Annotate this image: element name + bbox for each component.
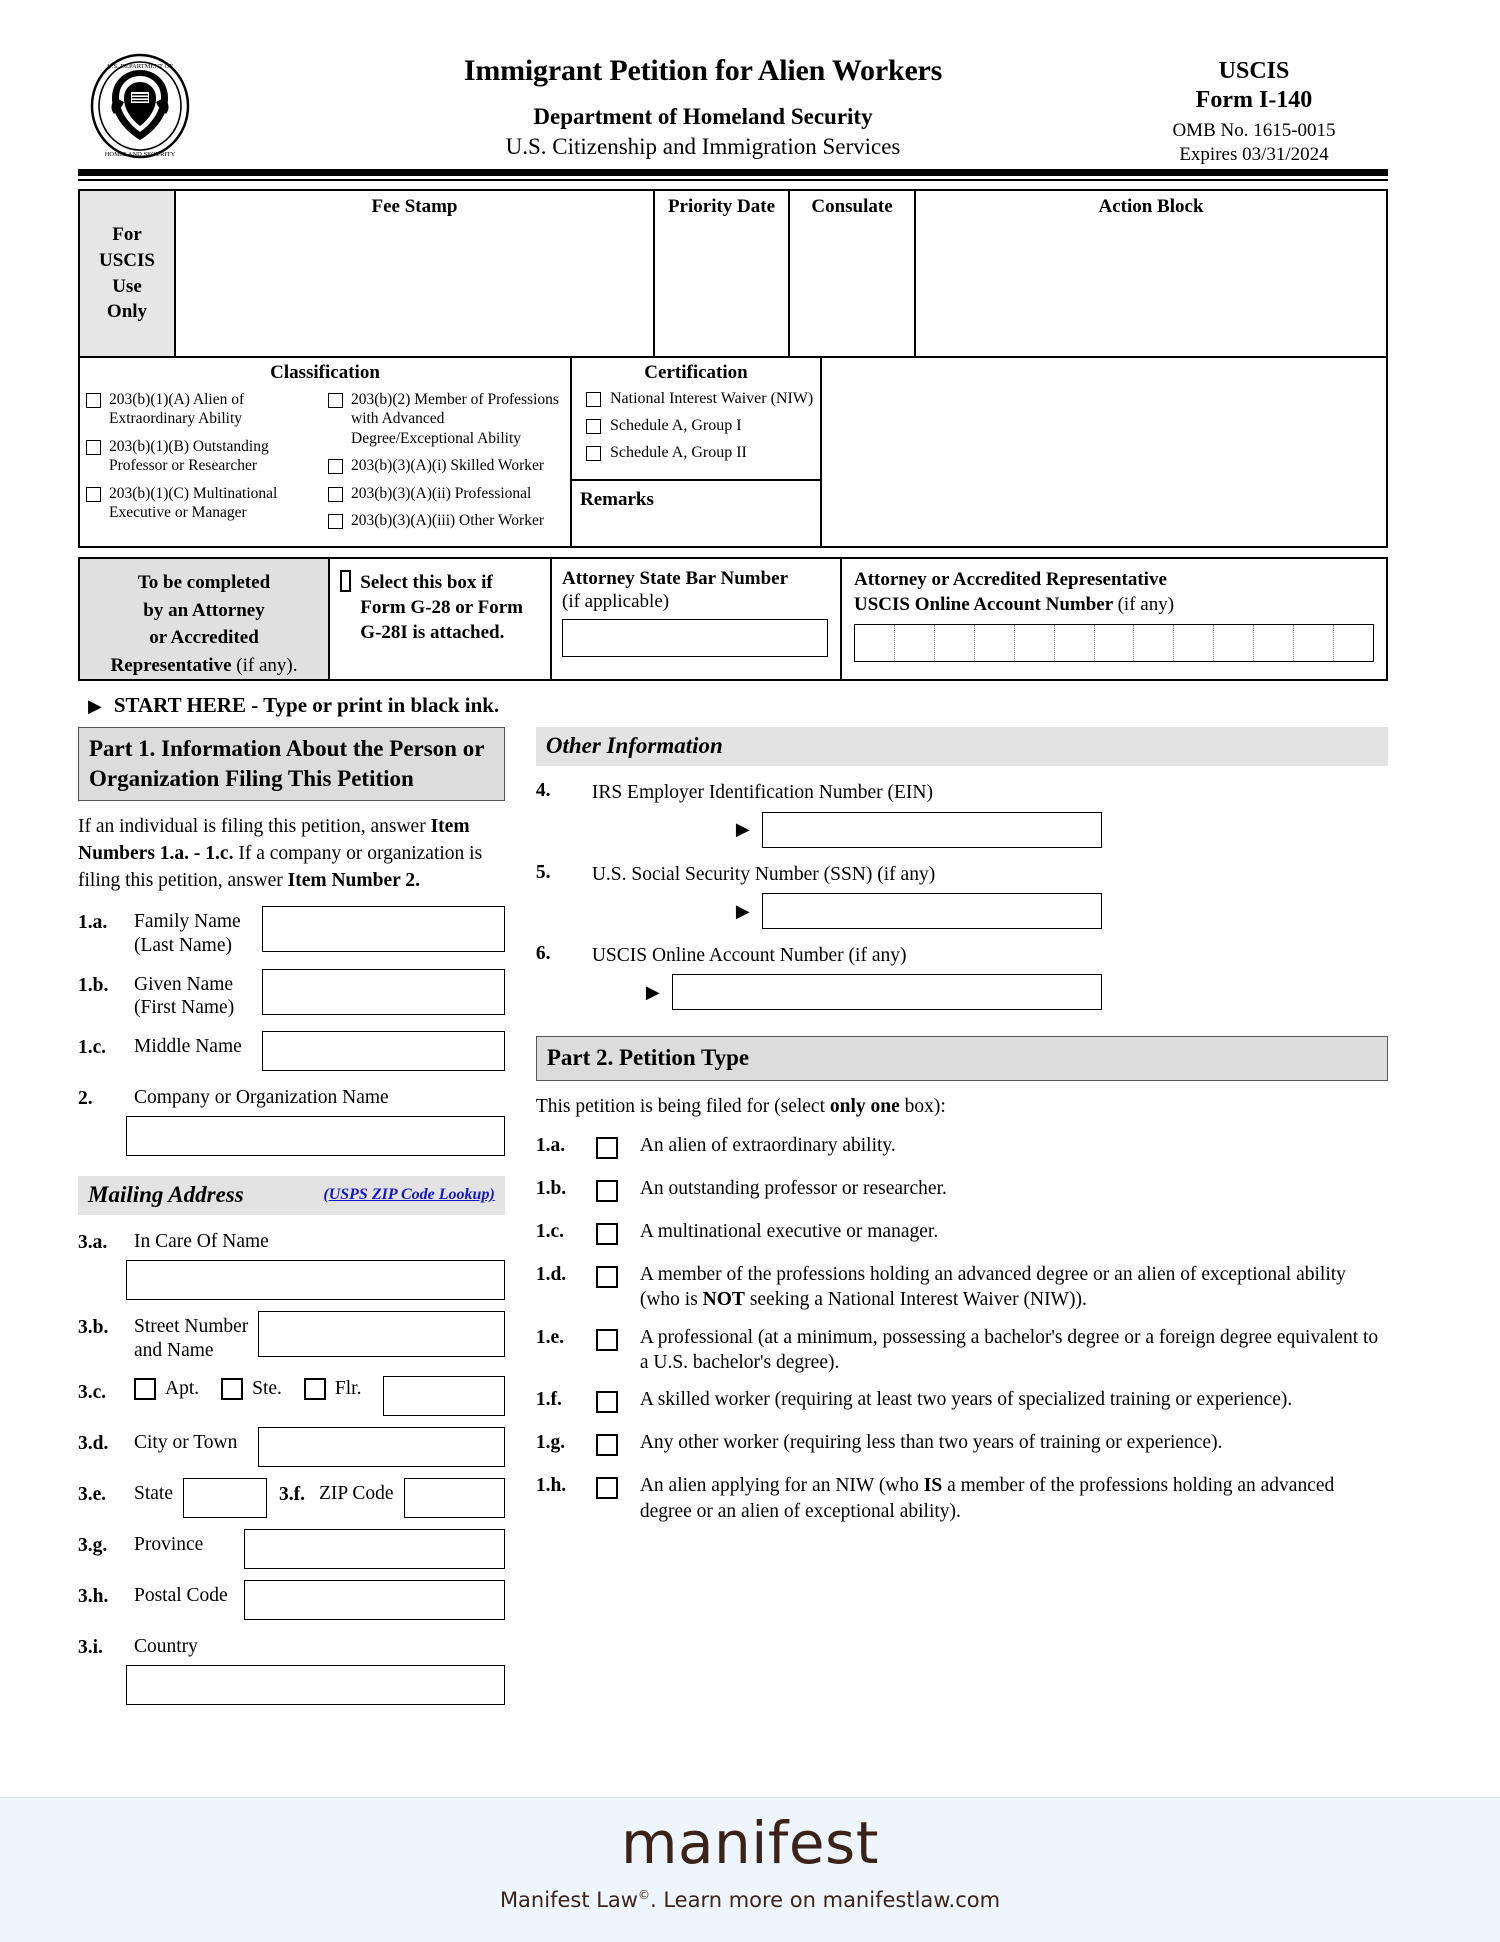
form-number: Form I-140 bbox=[1195, 87, 1313, 113]
checkbox-icon[interactable] bbox=[221, 1378, 243, 1400]
checkbox-icon[interactable] bbox=[134, 1378, 156, 1400]
petition-type-option[interactable] bbox=[536, 1176, 1388, 1207]
given-name-input[interactable] bbox=[262, 969, 505, 1015]
classification-section bbox=[80, 358, 572, 546]
in-care-of-input[interactable] bbox=[126, 1260, 505, 1300]
checkbox-icon[interactable] bbox=[328, 393, 343, 408]
triangle-right-icon: ▶ bbox=[735, 900, 750, 921]
petition-type-label: A skilled worker (requiring at least two years of specialized training or experience). bbox=[639, 1389, 1293, 1411]
checkbox-icon[interactable] bbox=[596, 1266, 618, 1288]
priority-date-label: Priority Date bbox=[667, 196, 776, 217]
attorney-online-account-note: (if any) bbox=[1117, 593, 1175, 615]
postal-code-label: Postal Code bbox=[134, 1584, 228, 1606]
province-input[interactable] bbox=[244, 1529, 505, 1569]
item-number: 3.i. bbox=[78, 1636, 103, 1658]
manifest-logo: manifest bbox=[621, 1809, 879, 1877]
part2-instructions bbox=[536, 1094, 1388, 1121]
attorney-section bbox=[78, 557, 1388, 681]
checkbox-icon[interactable] bbox=[86, 393, 101, 408]
usps-zip-lookup-link[interactable]: (USPS ZIP Code Lookup) bbox=[323, 1186, 495, 1204]
apt-option[interactable] bbox=[134, 1378, 199, 1400]
certification-section bbox=[572, 358, 822, 546]
classification-option[interactable] bbox=[328, 511, 570, 530]
certification-option-label: Schedule A, Group I bbox=[610, 417, 742, 434]
company-name-input[interactable] bbox=[126, 1116, 505, 1156]
classification-option[interactable] bbox=[328, 390, 570, 448]
checkbox-icon[interactable] bbox=[86, 440, 101, 455]
certification-option[interactable] bbox=[586, 417, 820, 435]
ste-label: Ste. bbox=[252, 1377, 282, 1399]
classification-option[interactable] bbox=[86, 390, 328, 429]
classification-option-label: 203(b)(1)(B) Outstanding Professor or Researcher bbox=[109, 437, 269, 475]
province-label: Province bbox=[134, 1533, 204, 1555]
form-sheet bbox=[78, 30, 1388, 1705]
classification-right-column bbox=[328, 390, 570, 538]
action-block-body[interactable] bbox=[822, 358, 1386, 546]
city-input[interactable] bbox=[258, 1427, 505, 1467]
state-select[interactable] bbox=[183, 1478, 267, 1518]
petition-type-option[interactable] bbox=[536, 1387, 1388, 1418]
header-rule-thin bbox=[78, 179, 1388, 181]
item-number: 6. bbox=[535, 943, 551, 965]
petition-type-label: A professional (at a minimum, possessing a bachelor's degree or a foreign degree equivalent to a U.S. bachelor's degree). bbox=[639, 1326, 1379, 1373]
checkbox-icon[interactable] bbox=[86, 487, 101, 502]
part1-intro-a: If an individual is filing this petition, answer bbox=[78, 816, 431, 838]
street-input[interactable] bbox=[258, 1311, 505, 1357]
petition-type-option[interactable] bbox=[536, 1325, 1388, 1376]
uscis-label: USCIS bbox=[99, 249, 155, 271]
header-titles bbox=[278, 54, 1128, 160]
for-label: For bbox=[112, 224, 142, 246]
form-identifier bbox=[1124, 58, 1384, 166]
certification-option[interactable] bbox=[586, 390, 820, 408]
other-information-title: Other Information bbox=[545, 733, 723, 759]
agency-service: U.S. Citizenship and Immigration Services bbox=[505, 134, 901, 159]
given-name-row bbox=[78, 969, 505, 1021]
uscis-account-input[interactable] bbox=[672, 974, 1102, 1010]
item-number: 1.a. bbox=[535, 1134, 566, 1156]
ein-input[interactable] bbox=[762, 812, 1102, 848]
petition-type-option[interactable] bbox=[536, 1219, 1388, 1250]
postal-code-input[interactable] bbox=[244, 1580, 505, 1620]
company-name-label: Company or Organization Name bbox=[134, 1087, 389, 1109]
province-row bbox=[78, 1529, 505, 1569]
city-label: City or Town bbox=[134, 1431, 238, 1453]
svg-text:HOMELAND SECURITY: HOMELAND SECURITY bbox=[104, 151, 176, 158]
attorney-bar-number-input[interactable] bbox=[562, 619, 828, 657]
petition-type-option[interactable] bbox=[536, 1133, 1388, 1164]
right-column bbox=[536, 727, 1388, 1704]
start-here-text: START HERE - Type or print in black ink. bbox=[113, 693, 500, 718]
item-number: 1.h. bbox=[535, 1475, 567, 1497]
footer-tagline: Manifest Law©. Learn more on manifestlaw.com bbox=[499, 1888, 1001, 1912]
certification-option[interactable] bbox=[586, 444, 820, 462]
left-column bbox=[78, 727, 505, 1704]
page-title: Immigrant Petition for Alien Workers bbox=[463, 54, 943, 87]
ein-label: IRS Employer Identification Number (EIN) bbox=[591, 782, 933, 804]
attorney-label-suffix: (if any). bbox=[236, 654, 298, 676]
manifest-footer bbox=[0, 1797, 1500, 1942]
checkbox-icon[interactable] bbox=[596, 1477, 618, 1499]
attorney-bar-number-field bbox=[552, 559, 842, 679]
attorney-label-line3: or Accredited bbox=[149, 627, 259, 649]
attorney-online-account-label-1: Attorney or Accredited Representative bbox=[854, 569, 1167, 591]
checkbox-icon[interactable] bbox=[328, 459, 343, 474]
in-care-of-row bbox=[78, 1226, 505, 1254]
family-name-input[interactable] bbox=[262, 906, 505, 952]
classification-option-label: 203(b)(3)(A)(iii) Other Worker bbox=[351, 511, 545, 529]
given-name-label: Given Name (First Name) bbox=[134, 973, 235, 1019]
part2-intro-c: box): bbox=[899, 1095, 946, 1117]
attorney-online-account-input[interactable] bbox=[854, 624, 1374, 662]
checkbox-icon[interactable] bbox=[596, 1180, 618, 1202]
ssn-input-row bbox=[536, 893, 1388, 929]
triangle-right-icon: ▶ bbox=[645, 981, 660, 1002]
classification-option-label: 203(b)(1)(C) Multinational Executive or Manager bbox=[109, 484, 278, 521]
uscis-account-row bbox=[536, 943, 1388, 968]
g28-attached-option[interactable] bbox=[330, 559, 552, 679]
petition-type-label: An outstanding professor or researcher. bbox=[639, 1177, 947, 1199]
zip-label: ZIP Code bbox=[319, 1482, 394, 1504]
classification-option-label: 203(b)(3)(A)(ii) Professional bbox=[351, 484, 532, 502]
item-number: 5. bbox=[535, 861, 551, 883]
city-row bbox=[78, 1427, 505, 1467]
petition-type-label: A multinational executive or manager. bbox=[639, 1220, 939, 1242]
certification-title: Certification bbox=[644, 362, 748, 383]
triangle-right-icon: ▶ bbox=[735, 819, 750, 840]
for-uscis-use-only-label bbox=[80, 191, 176, 356]
svg-text:U.S. DEPARTMENT OF: U.S. DEPARTMENT OF bbox=[107, 63, 173, 70]
g28-attached-label: Select this box if Form G-28 or Form G-28I is attached. bbox=[360, 572, 523, 644]
petition-type-label: Any other worker (requiring less than two years of training or experience). bbox=[639, 1432, 1223, 1454]
unit-row bbox=[78, 1374, 505, 1416]
attorney-completed-by-label bbox=[80, 559, 330, 679]
classification-left-column bbox=[86, 390, 328, 538]
uscis-use-only-table bbox=[78, 189, 1388, 548]
part1-intro-b: Item Numbers 1.a. - 1.c. bbox=[78, 816, 470, 865]
uscis-account-label: USCIS Online Account Number (if any) bbox=[591, 945, 907, 967]
action-block-cell[interactable] bbox=[916, 191, 1386, 356]
omb-expiry: Expires 03/31/2024 bbox=[1179, 144, 1329, 165]
item-number: 1.b. bbox=[78, 974, 109, 996]
petition-type-label: An alien applying for an NIW (who IS a member of the professions holding an advanced degree or an alien of exceptional ability). bbox=[639, 1475, 1335, 1522]
checkbox-icon[interactable] bbox=[586, 419, 601, 434]
mailing-address-title: Mailing Address bbox=[88, 1182, 244, 1208]
middle-name-label: Middle Name bbox=[134, 1036, 242, 1058]
item-number: 1.e. bbox=[535, 1326, 564, 1348]
form-header bbox=[78, 30, 1388, 165]
item-number: 3.h. bbox=[78, 1585, 109, 1607]
checkbox-icon[interactable] bbox=[596, 1223, 618, 1245]
item-number: 1.d. bbox=[535, 1263, 567, 1285]
item-number: 3.d. bbox=[78, 1432, 109, 1454]
item-number: 3.f. bbox=[279, 1483, 305, 1505]
part1-instructions bbox=[78, 814, 505, 895]
part1-intro-d: Item Number 2. bbox=[287, 870, 420, 892]
ssn-row bbox=[536, 862, 1388, 887]
item-number: 1.c. bbox=[78, 1037, 107, 1059]
middle-name-row bbox=[78, 1031, 505, 1071]
fee-stamp-label: Fee Stamp bbox=[371, 196, 458, 217]
consulate-label: Consulate bbox=[811, 196, 893, 217]
item-number: 3.b. bbox=[78, 1317, 109, 1339]
dhs-seal-icon bbox=[86, 52, 194, 160]
checkbox-icon[interactable] bbox=[586, 392, 601, 407]
only-label: Only bbox=[106, 301, 148, 323]
item-number: 3.e. bbox=[78, 1483, 107, 1505]
part2-intro-b: only one bbox=[829, 1095, 900, 1117]
header-rule-thick bbox=[78, 169, 1388, 176]
classification-option[interactable] bbox=[328, 456, 570, 475]
state-zip-row bbox=[78, 1478, 505, 1518]
checkbox-icon[interactable] bbox=[596, 1391, 618, 1413]
zip-input[interactable] bbox=[404, 1478, 505, 1518]
other-information-header bbox=[536, 727, 1388, 766]
ssn-input[interactable] bbox=[762, 893, 1102, 929]
petition-type-label: An alien of extraordinary ability. bbox=[639, 1134, 896, 1156]
country-label: Country bbox=[134, 1635, 198, 1657]
part2-intro-a: This petition is being filed for (select bbox=[535, 1095, 830, 1117]
petition-type-option[interactable] bbox=[536, 1473, 1388, 1524]
attorney-online-account-label-2: USCIS Online Account Number bbox=[854, 593, 1113, 615]
petition-type-option[interactable] bbox=[536, 1262, 1388, 1313]
flr-label: Flr. bbox=[334, 1377, 362, 1399]
ste-option[interactable] bbox=[221, 1378, 282, 1400]
unit-number-input[interactable] bbox=[383, 1376, 504, 1416]
item-number: 3.c. bbox=[78, 1381, 107, 1403]
family-name-label: Family Name (Last Name) bbox=[134, 911, 241, 956]
item-number: 4. bbox=[535, 780, 551, 802]
triangle-right-icon: ▶ bbox=[88, 696, 102, 717]
country-row bbox=[78, 1631, 505, 1659]
classification-title: Classification bbox=[270, 362, 380, 383]
apt-label: Apt. bbox=[165, 1377, 200, 1399]
classification-option-label: 203(b)(2) Member of Professions with Advanced Degree/Exceptional Ability bbox=[351, 391, 559, 447]
attorney-online-account-field bbox=[842, 559, 1386, 679]
remarks-label: Remarks bbox=[580, 489, 654, 510]
certification-option-label: National Interest Waiver (NIW) bbox=[610, 390, 814, 407]
checkbox-icon[interactable] bbox=[304, 1378, 326, 1400]
attorney-bar-number-note: (if applicable) bbox=[562, 591, 670, 613]
state-label: State bbox=[134, 1482, 173, 1504]
fee-stamp-cell[interactable] bbox=[176, 191, 655, 356]
flr-option[interactable] bbox=[304, 1378, 362, 1400]
checkbox-icon[interactable] bbox=[328, 487, 343, 502]
mailing-address-header bbox=[78, 1176, 505, 1215]
item-number: 1.b. bbox=[535, 1177, 567, 1199]
family-name-row bbox=[78, 906, 505, 958]
classification-option-label: 203(b)(1)(A) Alien of Extraordinary Ability bbox=[109, 391, 245, 428]
item-number: 3.a. bbox=[78, 1232, 108, 1254]
use-label: Use bbox=[112, 275, 142, 297]
classification-option[interactable] bbox=[86, 437, 328, 476]
priority-date-cell[interactable] bbox=[655, 191, 790, 356]
checkbox-icon[interactable] bbox=[328, 514, 343, 529]
agency-department: Department of Homeland Security bbox=[533, 104, 873, 129]
classification-option[interactable] bbox=[86, 484, 328, 523]
attorney-label-line1: To be completed bbox=[137, 572, 271, 594]
item-number: 1.f. bbox=[535, 1389, 562, 1411]
item-number: 1.a. bbox=[78, 912, 108, 934]
part1-intro-c: If a company or organization is filing this petition, answer bbox=[78, 843, 483, 892]
action-block-label: Action Block bbox=[1098, 196, 1204, 217]
checkbox-icon[interactable] bbox=[596, 1434, 618, 1456]
checkbox-icon[interactable] bbox=[340, 570, 351, 592]
petition-type-label: A member of the professions holding an advanced degree or an alien of exceptional ability (who is NOT seeking a National Interest Waiver (NIW)). bbox=[639, 1263, 1346, 1311]
checkbox-icon[interactable] bbox=[596, 1137, 618, 1159]
agency-abbrev: USCIS bbox=[1218, 58, 1290, 84]
attorney-bar-number-label: Attorney State Bar Number bbox=[562, 568, 789, 590]
start-here-instruction bbox=[78, 693, 1388, 718]
item-number: 3.g. bbox=[78, 1534, 108, 1556]
item-number: 1.c. bbox=[535, 1220, 564, 1242]
certification-option-label: Schedule A, Group II bbox=[610, 444, 747, 461]
postal-code-row bbox=[78, 1580, 505, 1620]
in-care-of-label: In Care Of Name bbox=[134, 1231, 269, 1253]
uscis-account-input-row bbox=[536, 974, 1388, 1010]
attorney-label-line2: by an Attorney bbox=[143, 599, 265, 621]
ssn-label: U.S. Social Security Number (SSN) (if any) bbox=[591, 863, 936, 885]
street-label: Street Number and Name bbox=[134, 1316, 249, 1361]
part1-header: Part 1. Information About the Person or Organization Filing This Petition bbox=[78, 727, 505, 801]
street-row bbox=[78, 1311, 505, 1363]
attorney-label-line4: Representative bbox=[110, 654, 232, 676]
omb-number: OMB No. 1615-0015 bbox=[1172, 120, 1336, 141]
classification-option[interactable] bbox=[328, 484, 570, 503]
middle-name-input[interactable] bbox=[262, 1031, 505, 1071]
ein-input-row bbox=[536, 812, 1388, 848]
consulate-cell[interactable] bbox=[790, 191, 916, 356]
checkbox-icon[interactable] bbox=[596, 1329, 618, 1351]
item-number: 1.g. bbox=[535, 1432, 566, 1454]
country-input[interactable] bbox=[126, 1665, 505, 1705]
ein-row bbox=[536, 780, 1388, 805]
petition-type-option[interactable] bbox=[536, 1430, 1388, 1461]
item-number: 2. bbox=[78, 1088, 93, 1110]
checkbox-icon[interactable] bbox=[586, 446, 601, 461]
company-name-row bbox=[78, 1082, 505, 1110]
part2-header: Part 2. Petition Type bbox=[536, 1036, 1388, 1080]
classification-option-label: 203(b)(3)(A)(i) Skilled Worker bbox=[351, 457, 545, 475]
